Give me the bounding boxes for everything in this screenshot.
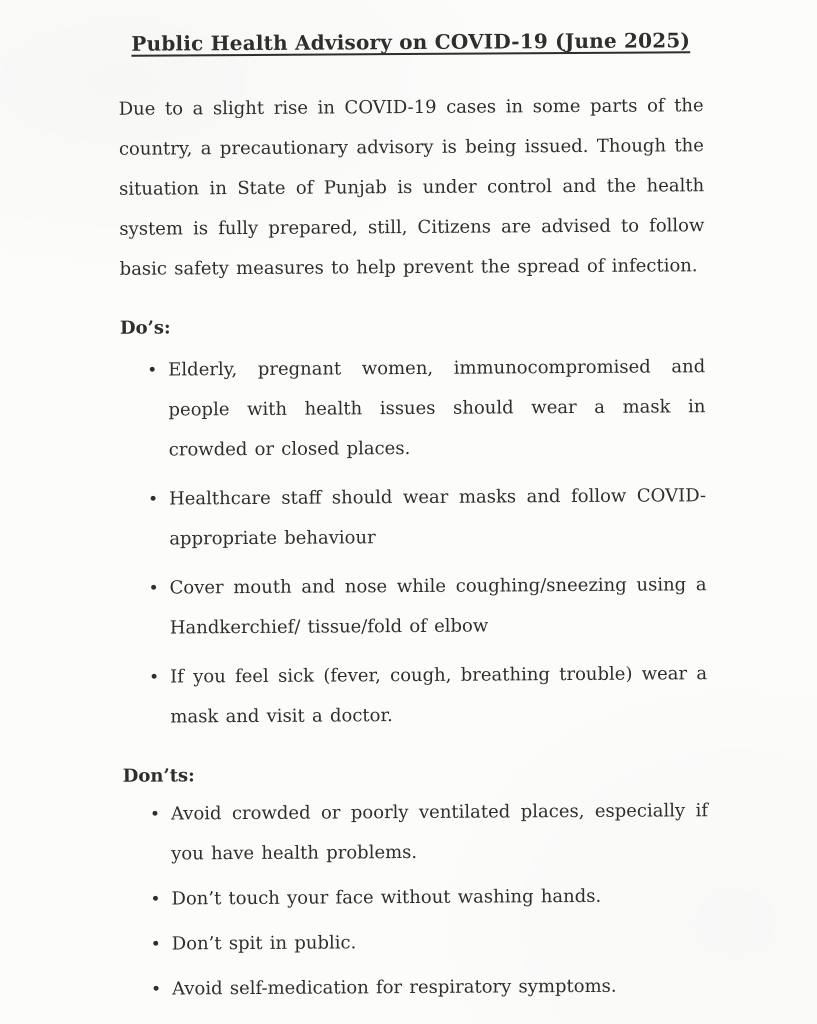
- bullet-icon: •: [149, 667, 160, 688]
- list-item-text: Elderly, pregnant women, immunocompromised and people with health issues should wear a mask in crowded or closed places.: [168, 356, 706, 461]
- list-item: [148, 565, 707, 648]
- list-item: [147, 476, 707, 559]
- list-item-text: If you feel sick (fever, cough, breathing trouble) wear a mask and visit a doctor.: [170, 663, 708, 728]
- list-item: [149, 654, 708, 737]
- document-title: [118, 28, 703, 56]
- list-item-text: Avoid self-medication for respiratory symptoms.: [171, 975, 617, 1000]
- list-item: [149, 791, 709, 874]
- dos-heading: Do’s:: [119, 317, 171, 339]
- list-item-text: Cover mouth and nose while coughing/sneezing using a Handkerchief/ tissue/fold of elbow: [169, 574, 707, 639]
- bullet-icon: •: [150, 889, 161, 910]
- bullet-icon: •: [150, 979, 162, 1000]
- bullet-icon: •: [149, 804, 161, 825]
- intro-paragraph: Due to a slight rise in COVID-19 cases in some parts of the country, a precautionary advisory is being issued. Though the situation in State of Punjab is under control and the health system is fully prepared, still, Citizens are advised to follow basic safety measures to help prevent the spread of infection.: [118, 95, 705, 280]
- bullet-icon: •: [150, 934, 161, 955]
- list-item: [147, 347, 706, 470]
- list-item-text: Don’t touch your face without washing hands.: [171, 885, 602, 910]
- dos-list: [120, 347, 707, 738]
- bullet-icon: •: [147, 489, 159, 510]
- list-item: [150, 876, 708, 919]
- donts-heading: Don’ts:: [122, 765, 195, 787]
- list-item: [150, 966, 709, 1009]
- bullet-icon: •: [147, 360, 158, 381]
- donts-list: [123, 791, 709, 1010]
- document-title-text: Public Health Advisory on COVID-19 (June 2025): [131, 28, 691, 56]
- list-item-text: Healthcare staff should wear masks and follow COVID-appropriate behaviour: [168, 485, 707, 550]
- list-item-text: Avoid crowded or poorly ventilated places, especially if you have health problems.: [170, 800, 709, 865]
- bullet-icon: •: [148, 578, 159, 599]
- document-page: [114, 0, 709, 1010]
- list-item: [150, 921, 709, 964]
- list-item-text: Don’t spit in public.: [171, 932, 357, 955]
